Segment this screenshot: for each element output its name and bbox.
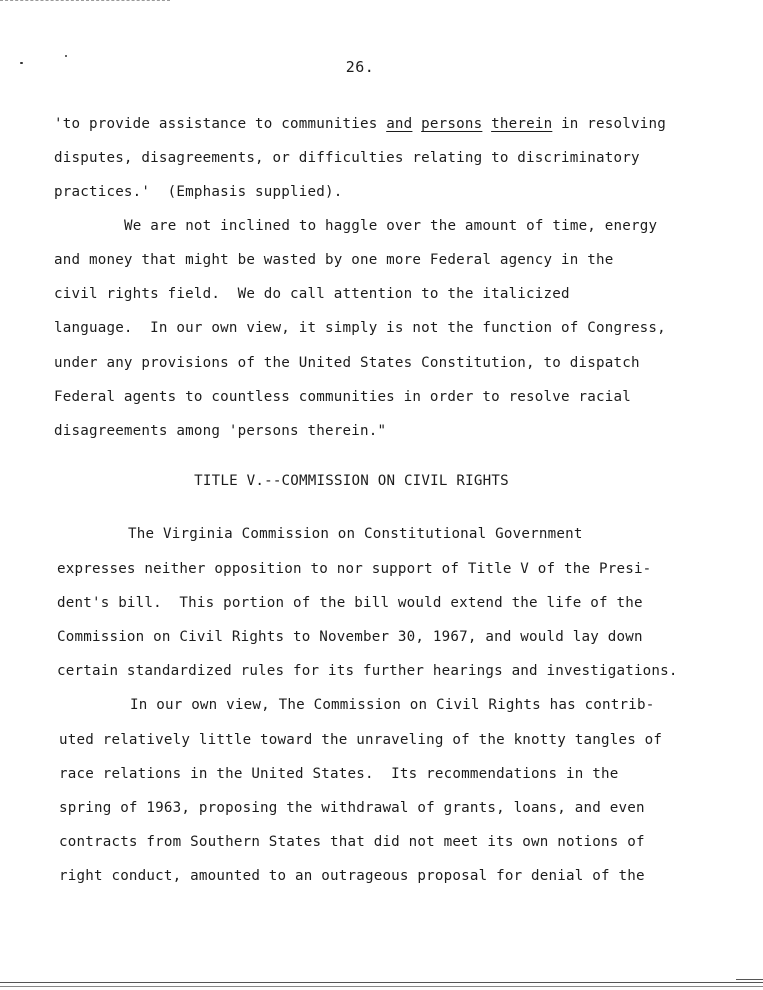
text-line: language. In our own view, it simply is not the function of Congress, xyxy=(54,320,666,336)
text-line: dent's bill. This portion of the bill would extend the life of the xyxy=(57,595,643,611)
text-line: Federal agents to countless communities in order to resolve racial xyxy=(54,389,631,405)
text-line: Commission on Civil Rights to November 30, 1967, and would lay down xyxy=(57,629,643,645)
text-line: disputes, disagreements, or difficulties relating to discriminatory xyxy=(54,150,640,166)
bottom-edge-mark xyxy=(736,979,763,980)
text-line: The Virginia Commission on Constitutional Government xyxy=(128,526,583,542)
underlined-word: therein xyxy=(491,116,553,132)
text-line: certain standardized rules for its further hearings and investigations. xyxy=(57,663,678,679)
text-line: spring of 1963, proposing the withdrawal of grants, loans, and even xyxy=(59,800,645,816)
bottom-edge-rule xyxy=(0,986,763,987)
text-line: under any provisions of the United States Constitution, to dispatch xyxy=(54,355,640,371)
text-line: right conduct, amounted to an outrageous proposal for denial of the xyxy=(59,868,645,884)
underlined-word: persons xyxy=(421,116,483,132)
underlined-word: and xyxy=(386,116,413,132)
text-line: contracts from Southern States that did not meet its own notions of xyxy=(59,834,645,850)
bottom-edge-rule xyxy=(0,982,763,983)
text-line: expresses neither opposition to nor support of Title V of the Presi- xyxy=(57,561,652,577)
text-line: disagreements among 'persons therein." xyxy=(54,423,387,439)
text-line: and money that might be wasted by one more Federal agency in the xyxy=(54,252,614,268)
text-line: practices.' (Emphasis supplied). xyxy=(54,184,343,200)
text-line: race relations in the United States. Its recommendations in the xyxy=(59,766,619,782)
top-edge-dashes xyxy=(0,0,170,4)
scan-speck xyxy=(65,55,67,57)
text-line: civil rights field. We do call attention to the italicized xyxy=(54,286,570,302)
text-line: 'to provide assistance to communities and persons therein in resolving xyxy=(54,116,666,132)
section-heading: TITLE V.--COMMISSION ON CIVIL RIGHTS xyxy=(194,473,509,489)
page-number: 26. xyxy=(345,58,375,76)
text-line: We are not inclined to haggle over the amount of time, energy xyxy=(124,218,658,234)
text-line: In our own view, The Commission on Civil Rights has contrib- xyxy=(130,697,655,713)
text-line: uted relatively little toward the unraveling of the knotty tangles of xyxy=(59,732,663,748)
